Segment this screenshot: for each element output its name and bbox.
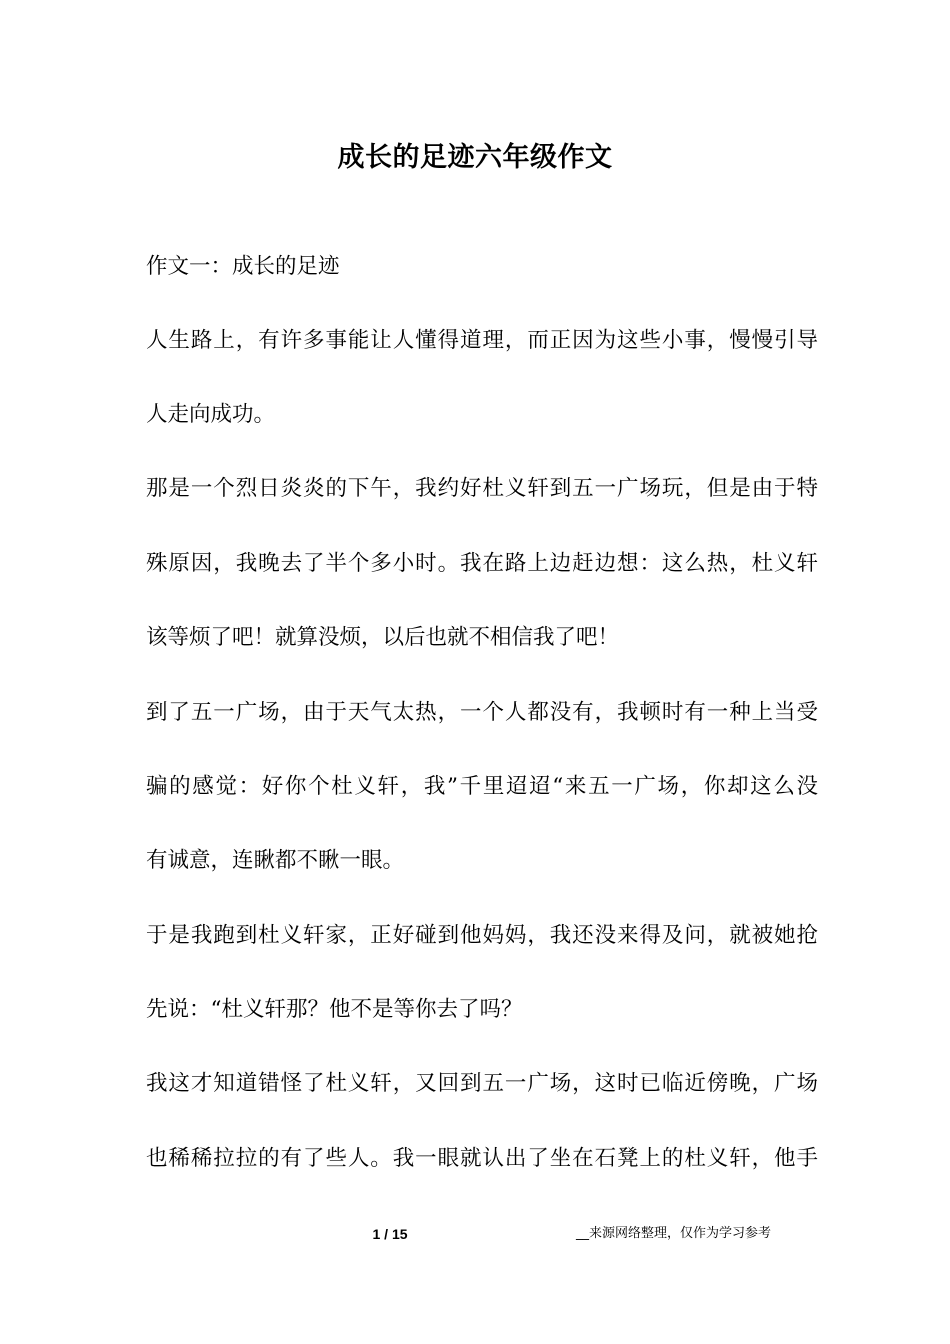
body-line-5: 该等烦了吧！就算没烦，以后也就不相信我了吧！: [146, 625, 620, 650]
body-line-7: 骗的感觉：好你个杜义轩，我”千里迢迢“来五一广场，你却这么没: [146, 774, 818, 799]
body-line-4: 殊原因，我晚去了半个多小时。我在路上边赶边想：这么热，杜义轩: [146, 551, 818, 576]
body-line-3: 那是一个烈日炎炎的下午，我约好杜义轩到五一广场玩，但是由于特: [146, 476, 818, 501]
document-title: 成长的足迹六年级作文: [337, 142, 613, 173]
body-line-2: 人走向成功。: [146, 402, 276, 427]
page-number: 1 / 15: [372, 1226, 408, 1242]
section-heading: 作文一：成长的足迹: [146, 254, 340, 279]
body-line-10: 先说：“杜义轩那？他不是等你去了吗？: [146, 997, 523, 1022]
body-line-1: 人生路上，有许多事能让人懂得道理，而正因为这些小事，慢慢引导: [146, 328, 818, 353]
body-line-6: 到了五一广场，由于天气太热，一个人都没有，我顿时有一种上当受: [146, 700, 818, 725]
body-line-8: 有诚意，连瞅都不瞅一眼。: [146, 848, 405, 873]
body-line-12: 也稀稀拉拉的有了些人。我一眼就认出了坐在石凳上的杜义轩，他手: [146, 1146, 818, 1171]
source-note: __来源网络整理，仅作为学习参考: [576, 1226, 772, 1241]
body-line-9: 于是我跑到杜义轩家，正好碰到他妈妈，我还没来得及问，就被她抢: [146, 923, 818, 948]
body-line-11: 我这才知道错怪了杜义轩，又回到五一广场，这时已临近傍晚，广场: [146, 1071, 818, 1096]
